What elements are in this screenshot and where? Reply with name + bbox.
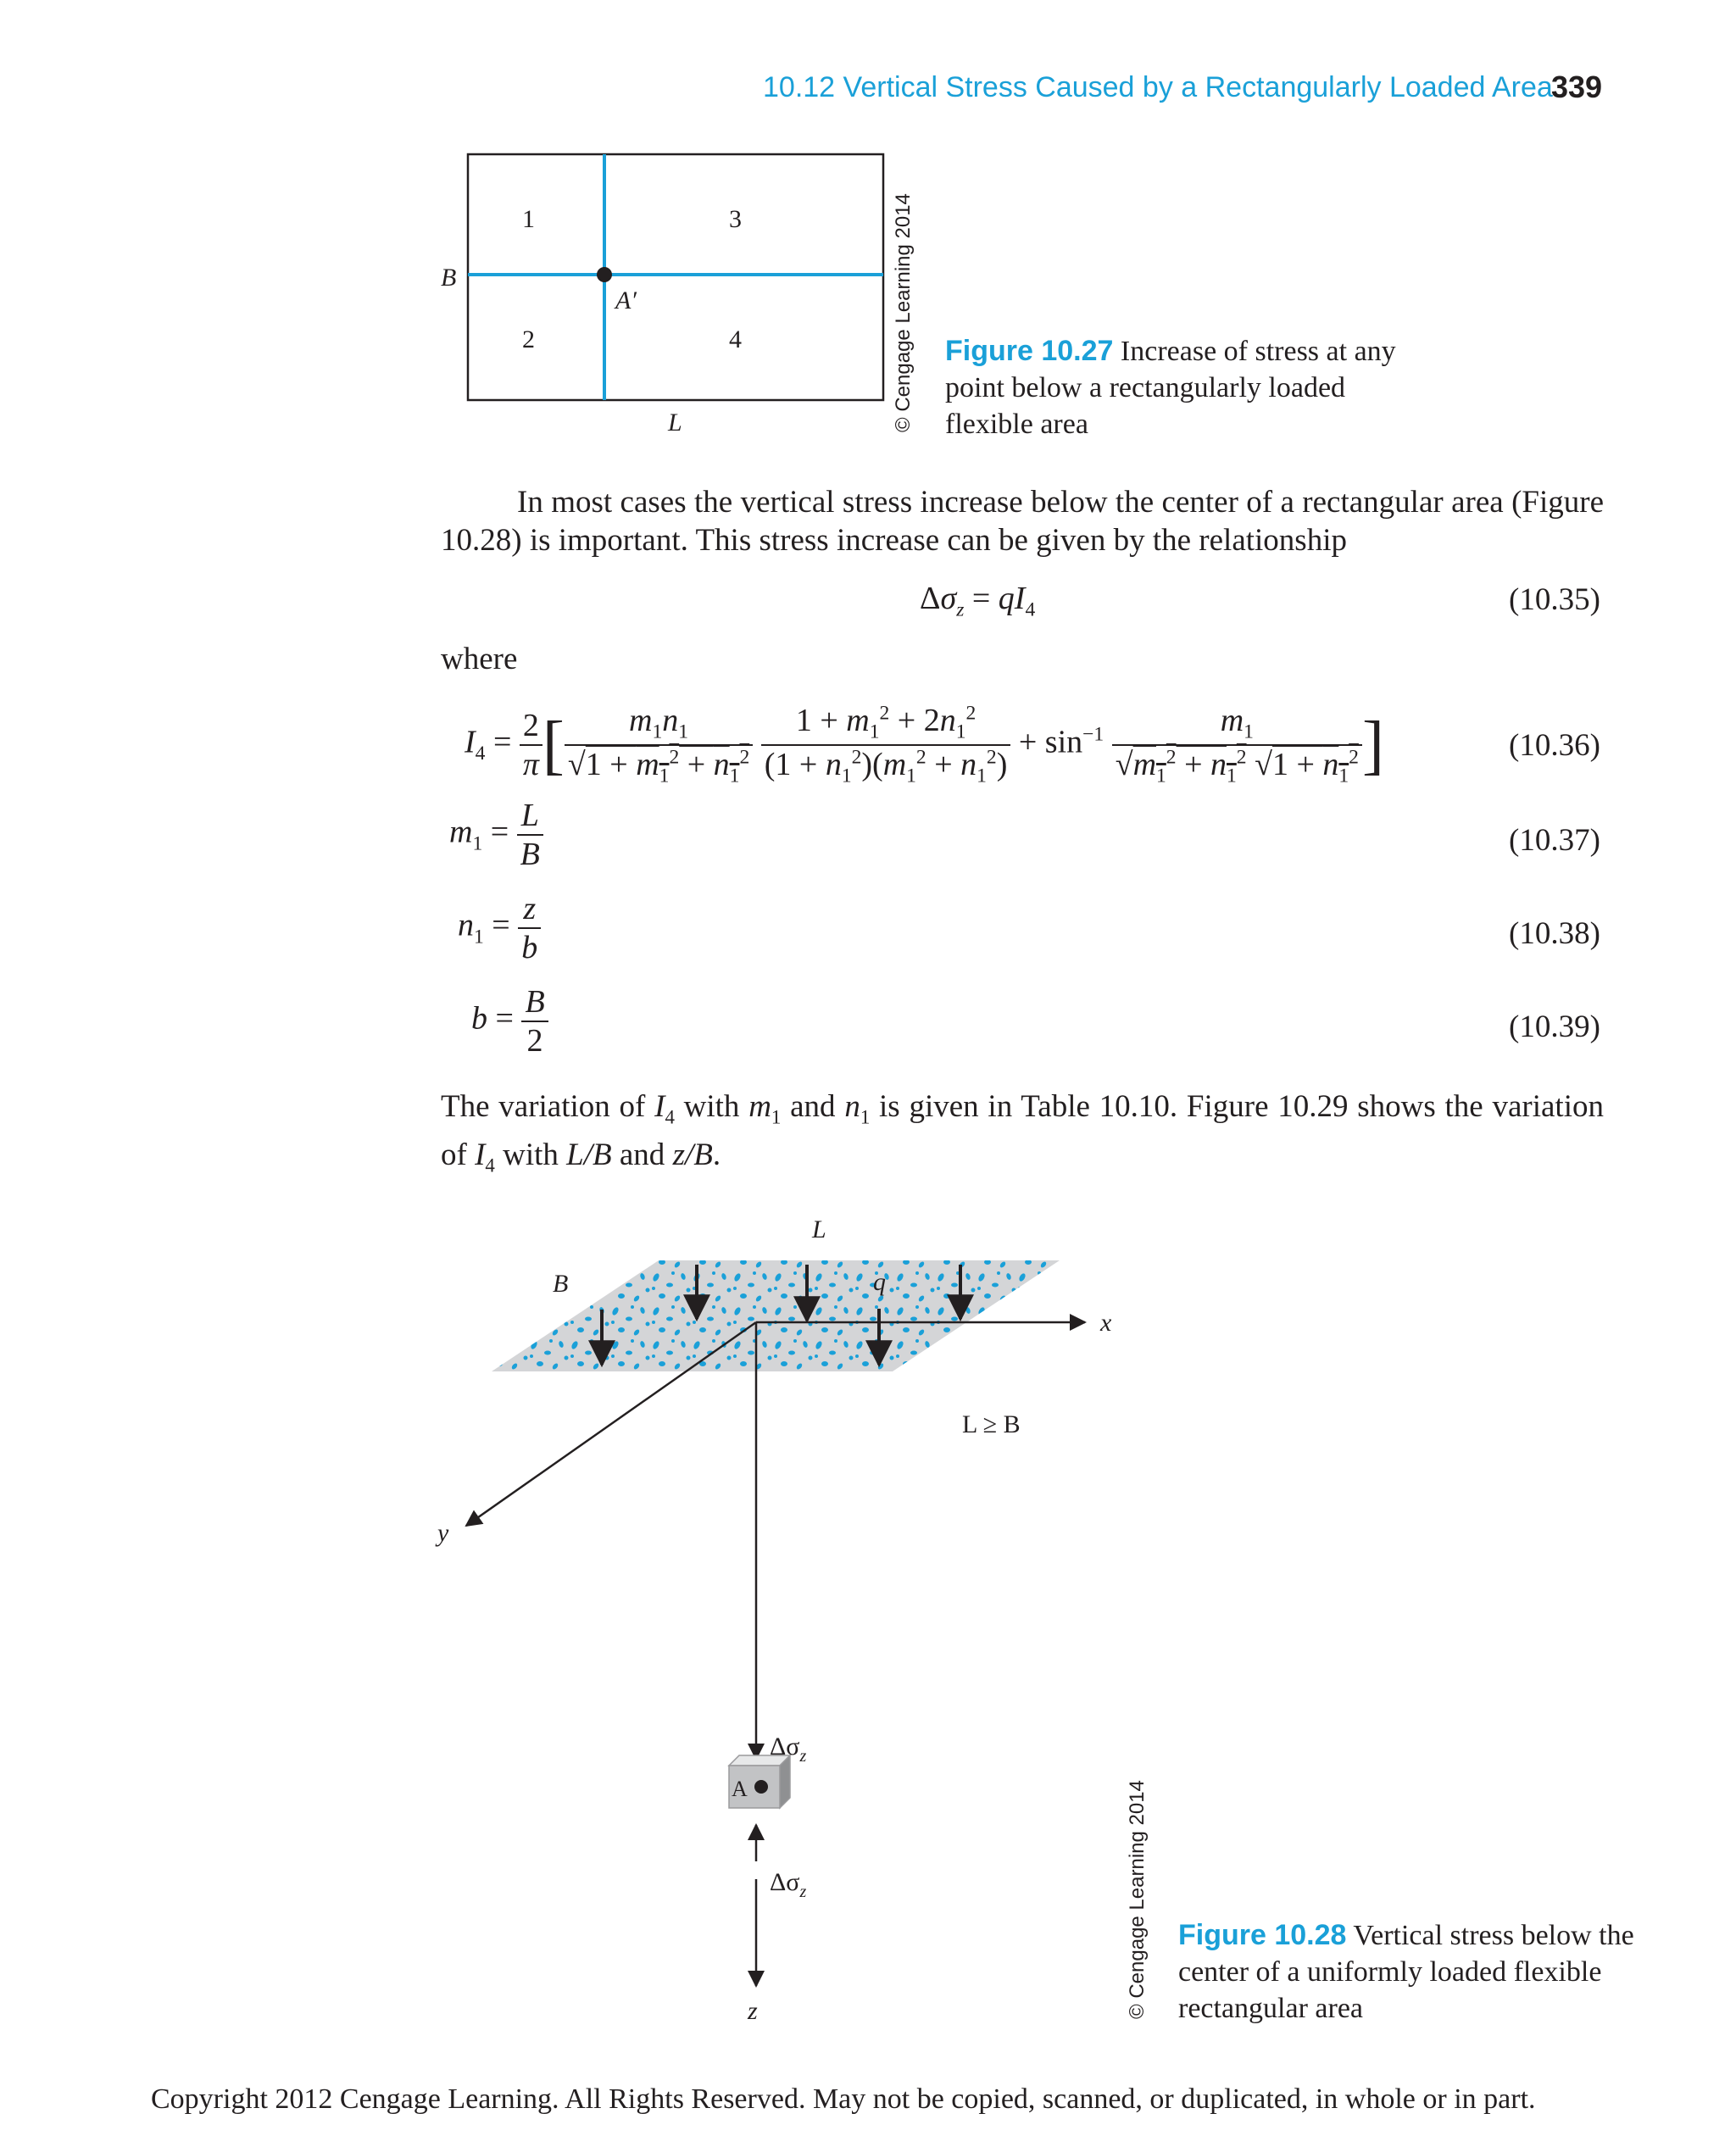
running-header-title: 10.12 Vertical Stress Caused by a Rectangularly Loaded Area [763,71,1553,103]
label-l-ge-b: L ≥ B [962,1410,1021,1438]
figure-10-27-credit: © Cengage Learning 2014 [892,193,915,432]
equation-10-39-number: (10.39) [1509,1010,1600,1044]
copyright-footer: Copyright 2012 Cengage Learning. All Rights Reserved. May not be copied, scanned, or duplicated, in whole or in part. [151,2083,1536,2115]
label-x: x [1100,1309,1112,1337]
figure-10-28-caption-number: Figure 10.28 [1178,1919,1347,1951]
equation-10-35-number: (10.35) [1509,582,1600,617]
label-point-a: A [732,1777,748,1801]
equation-10-36: $I_4$ = $\frac{2}{\pi}$ [ $\frac{m_1n_1}{√1 + m_1^2 + n_1^2}$ $\frac{1 + m_1^2 + 2n_1^2}{(1 + n_1^2)(m_1^2 + n_1^2)}$ + $\sin^{-1}$ $\frac{m_1}{√m_1^2 + n_1^2 √1 + n_1^2}$ ] [465,702,1384,787]
label-l: L [668,409,682,437]
label-q: q [873,1268,886,1296]
loaded-area-outline [468,154,883,400]
figure-10-28-diagram [407,1204,1170,2034]
point-a-prime-marker [597,267,612,282]
label-b: B [441,264,457,292]
label-a-prime: A′ [615,286,637,314]
region-4-label: 4 [729,325,742,353]
equation-10-39: b = $\frac{B}{2}$ [471,983,548,1060]
loaded-area-speckle [492,1260,1060,1371]
figure-10-28-credit: © Cengage Learning 2014 [1126,1780,1149,2019]
equation-10-38-number: (10.38) [1509,916,1600,951]
where-label: where [441,642,518,676]
label-z: z [748,1997,758,2025]
label-y: y [437,1519,449,1547]
label-l: L [812,1215,826,1243]
paragraph-center-stress: In most cases the vertical stress increase below the center of a rectangular area (Figure 10.28) is important. This stress increase can be given by the relationship [441,485,1604,558]
equation-10-36-number: (10.36) [1509,728,1600,763]
equation-10-38: $n_1$ = $\frac{z}{b}$ [458,890,541,966]
label-b: B [553,1270,569,1298]
label-stress-top: $\Delta\sigma_z$ [770,1733,807,1766]
region-3-label: 3 [729,205,742,233]
paragraph-i4-variation: The variation of $I_4$ with $m_1$ and $n_1$ is given in Table 10.10. Figure 10.29 shows the variation of $I_4$ with L/B and z/B. [441,1089,1604,1176]
equation-10-37-number: (10.37) [1509,823,1600,858]
figure-10-27-caption-text: Increase of stress at any point below a rectangularly loaded flexible area [945,336,1396,440]
figure-10-27-caption [945,333,1420,442]
figure-10-27-diagram [424,144,932,449]
figure-10-28-caption [1178,1917,1653,2027]
region-2-label: 2 [522,325,535,353]
figure-10-27-caption-number: Figure 10.27 [945,335,1114,367]
region-1-label: 1 [522,205,535,233]
equation-10-35: $\Delta\sigma_z = qI_4$ [920,581,1036,621]
figure-10-28-caption-text: Vertical stress below the center of a uniformly loaded flexible rectangular area [1178,1920,1634,2024]
equation-10-37: $m_1$ = $\frac{L}{B}$ [449,797,543,873]
label-stress-bottom: $\Delta\sigma_z$ [770,1868,807,1901]
page-number: 339 [1551,70,1603,104]
